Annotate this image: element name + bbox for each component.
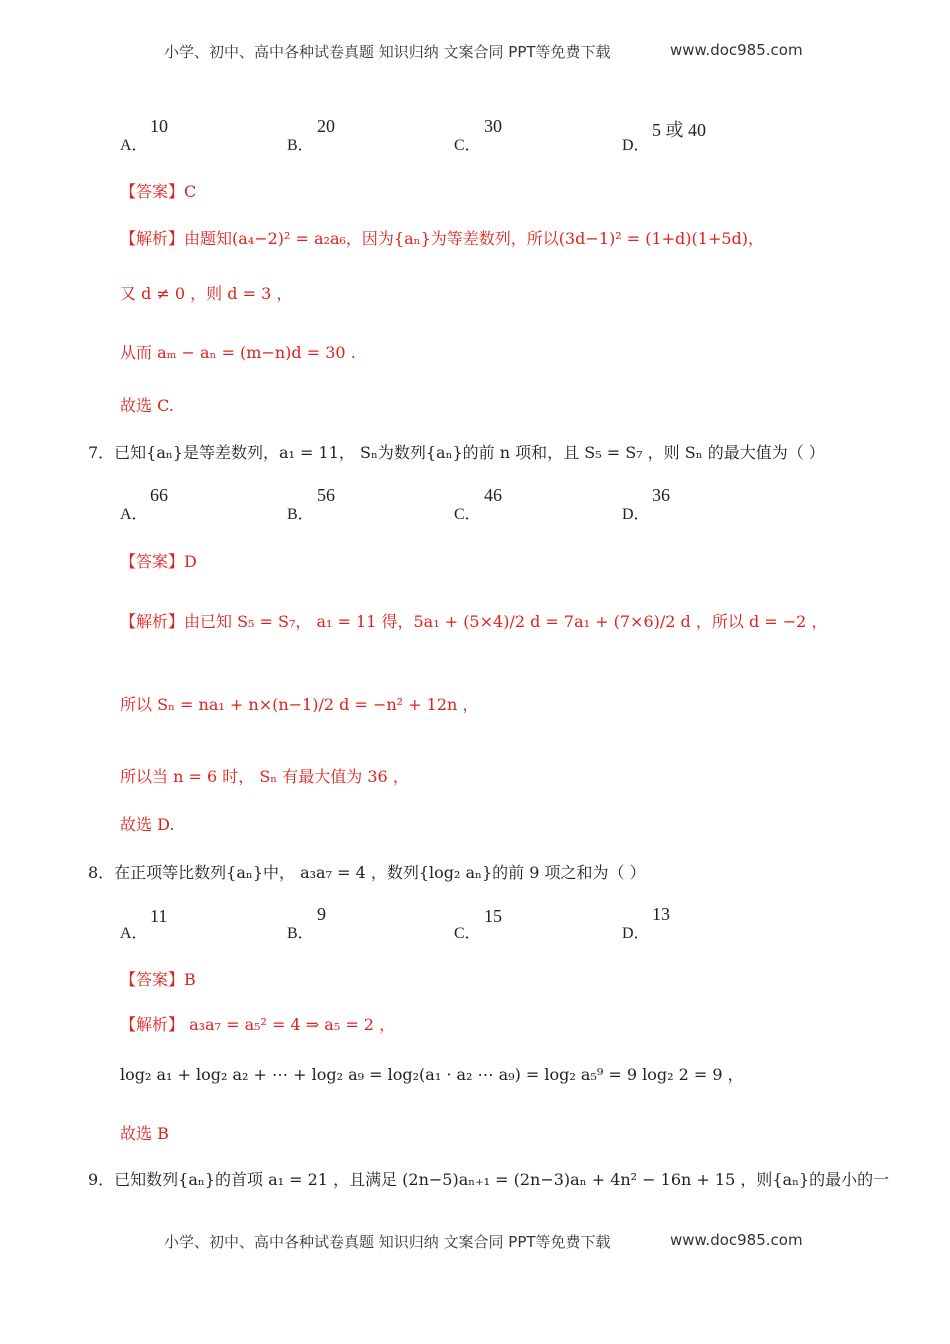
q6-conclusion: 故选 C.	[120, 396, 174, 415]
q8-option-b-value: 9	[317, 904, 326, 924]
q7-answer: 【答案】D	[120, 552, 197, 571]
q7-option-c-value: 46	[484, 485, 502, 505]
header-url: www.doc985.com	[670, 41, 803, 59]
q7-option-b-value: 56	[317, 485, 335, 505]
q6-analysis-line1: 【解析】由题知(a₄−2)² = a₂a₆，因为{aₙ}为等差数列，所以(3d−1)² = (1+d)(1+5d)，	[120, 229, 765, 248]
q6-option-a-label: A．	[120, 137, 148, 154]
footer-url: www.doc985.com	[670, 1231, 803, 1249]
q8-answer: 【答案】B	[120, 970, 196, 989]
q7-option-d-value: 36	[652, 485, 670, 505]
q6-option-c-value: 30	[484, 116, 502, 136]
q8-option-a-label: A．	[120, 925, 148, 942]
q6-option-a-value: 10	[150, 116, 168, 136]
q6-option-b-label: B．	[287, 137, 314, 154]
q7-analysis-line3: 所以当 n = 6 时， Sₙ 有最大值为 36 ，	[120, 767, 409, 786]
q7-option-c-label: C．	[454, 506, 481, 523]
q8-option-b-label: B．	[287, 925, 314, 942]
q8-option-d-value: 13	[652, 904, 670, 924]
q7-stem: 7．已知{aₙ}是等差数列，a₁ = 11， Sₙ为数列{aₙ}的前 n 项和，且 S₅ = S₇ ，则 Sₙ 的最大值为（ ）	[88, 443, 825, 462]
q9-stem: 9．已知数列{aₙ}的首项 a₁ = 21 ，且满足 (2n−5)aₙ₊₁ = (2n−3)aₙ + 4n² − 16n + 15 ，则{aₙ}的最小的一	[88, 1170, 890, 1189]
header-text: 小学、初中、高中各种试卷真题 知识归纳 文案合同 PPT等免费下载	[164, 43, 611, 61]
q8-analysis-line2	[120, 1062, 744, 1085]
q8-conclusion: 故选 B	[120, 1124, 169, 1143]
q7-option-b-label: B．	[287, 506, 314, 523]
q8-option-a-value: 11	[150, 906, 168, 926]
q8-option-c-label: C．	[454, 925, 481, 942]
q8-option-d-label: D．	[622, 925, 650, 942]
q6-option-b-value: 20	[317, 116, 335, 136]
q7-analysis-line1: 【解析】由已知 S₅ = S₇， a₁ = 11 得，5a₁ + (5×4)/2 d = 7a₁ + (7×6)/2 d ，所以 d = −2 ，	[120, 612, 828, 631]
footer-text: 小学、初中、高中各种试卷真题 知识归纳 文案合同 PPT等免费下载	[164, 1233, 611, 1251]
q7-option-a-value: 66	[150, 485, 168, 505]
q7-option-d-label: D．	[622, 506, 650, 523]
q6-analysis-line2: 又 d ≠ 0 ，则 d = 3 ，	[120, 284, 293, 303]
q6-option-d-value: 5 或 40	[652, 120, 706, 140]
q8-analysis-line2-text: log₂ a₁ + log₂ a₂ + ⋯ + log₂ a₉ = log₂(a₁ · a₂ ⋯ a₉) = log₂ a₅⁹ = 9 log₂ 2 = 9 ，	[120, 1065, 744, 1084]
q6-option-d-label: D．	[622, 137, 650, 154]
q6-answer: 【答案】C	[120, 182, 197, 201]
q7-option-a-label: A．	[120, 506, 148, 523]
q6-option-c-label: C．	[454, 137, 481, 154]
q8-analysis-line1: 【解析】 a₃a₇ = a₅² = 4 ⇒ a₅ = 2 ，	[120, 1015, 396, 1034]
q7-conclusion: 故选 D.	[120, 815, 175, 834]
q8-option-c-value: 15	[484, 906, 502, 926]
q8-stem: 8．在正项等比数列{aₙ}中， a₃a₇ = 4 ，数列{log₂ aₙ}的前 9 项之和为（ ）	[88, 863, 646, 882]
q7-analysis-line2: 所以 Sₙ = na₁ + n×(n−1)/2 d = −n² + 12n ，	[120, 695, 479, 714]
q6-analysis-line3: 从而 aₘ − aₙ = (m−n)d = 30 .	[120, 343, 356, 362]
